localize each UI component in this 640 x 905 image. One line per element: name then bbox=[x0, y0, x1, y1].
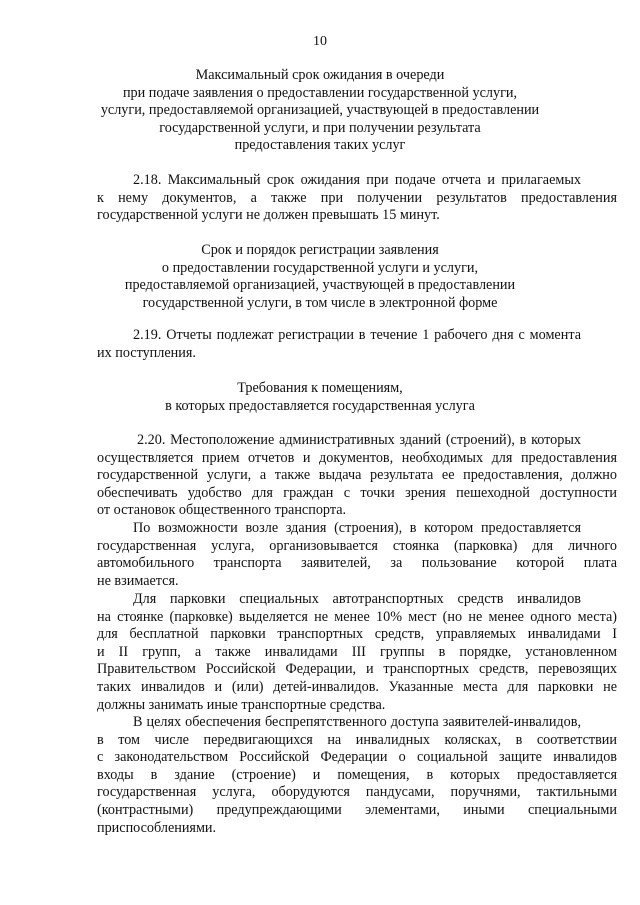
paragraph-2-18 bbox=[97, 172, 617, 225]
section-heading-registration bbox=[70, 242, 570, 312]
paragraph-line: государственная услуга, оборудуются пандусами, поручнями, тактильными bbox=[97, 784, 617, 801]
paragraph-line: входы в здание (строение) и помещения, в которых предоставляется bbox=[97, 766, 617, 783]
paragraph-line: с законодательством Российской Федерации о социальной защите инвалидов bbox=[97, 749, 617, 766]
paragraph-line: от остановок общественного транспорта. bbox=[97, 502, 347, 519]
paragraph-line: для бесплатной парковки транспортных средств, управляемых инвалидами I bbox=[97, 626, 617, 643]
paragraph-line: Правительством Российской Федерации, и транспортных средств, перевозящих bbox=[97, 661, 617, 678]
paragraph-line: обеспечивать удобство для граждан с точки зрения пешеходной доступности bbox=[97, 484, 617, 501]
heading-line: при подаче заявления о предоставлении государственной услуги, bbox=[122, 84, 518, 101]
paragraph-line: 2.18. Максимальный срок ожидания при подаче отчета и прилагаемых bbox=[133, 172, 581, 188]
paragraph-line: должны занимать иные транспортные средства. bbox=[97, 696, 386, 713]
paragraph-line: государственной услуги, а также выдача результата ее предоставления, должно bbox=[97, 467, 617, 484]
heading-line: предоставляемой организацией, участвующей в предоставлении bbox=[124, 277, 516, 294]
paragraph-line: 2.19. Отчеты подлежат регистрации в течение 1 рабочего дня с момента bbox=[133, 327, 581, 343]
paragraph-line: в том числе передвигающихся на инвалидных колясках, в соответствии bbox=[97, 731, 617, 748]
paragraph-line: и II групп, а также инвалидами III группы в порядке, установленном bbox=[97, 643, 617, 660]
paragraph-line: таких инвалидов и (или) детей-инвалидов. Указанные места для парковки не bbox=[97, 678, 617, 695]
paragraph-parking bbox=[97, 520, 617, 590]
heading-line: о предоставлении государственной услуги и услуги, bbox=[161, 259, 479, 276]
heading-line: Требования к помещениям, bbox=[237, 380, 403, 396]
paragraph-line: к нему документов, а также при получении результатов предоставления bbox=[97, 189, 617, 206]
paragraph-2-20 bbox=[97, 432, 617, 520]
paragraph-line: приспособлениями. bbox=[97, 819, 217, 836]
paragraph-2-19 bbox=[97, 327, 617, 362]
paragraph-line: По возможности возле здания (строения), в котором предоставляется bbox=[133, 520, 581, 536]
heading-line: Срок и порядок регистрации заявления bbox=[201, 242, 439, 258]
paragraph-line: автомобильного транспорта заявителей, за пользование которой плата bbox=[97, 555, 617, 572]
section-heading-waiting-time bbox=[70, 67, 570, 155]
paragraph-line: 2.20. Местоположение административных зданий (строений), в которых bbox=[137, 432, 581, 448]
paragraph-line: на стоянке (парковке) выделяется не менее 10% мест (но не менее одного места) bbox=[97, 608, 617, 625]
paragraph-disabled-parking bbox=[97, 591, 617, 714]
heading-line: государственной услуги, в том числе в электронной форме bbox=[142, 294, 498, 311]
page-number: 10 bbox=[313, 34, 327, 49]
paragraph-line: В целях обеспечения беспрепятственного доступа заявителей-инвалидов, bbox=[133, 714, 581, 730]
paragraph-line: Для парковки специальных автотранспортных средств инвалидов bbox=[133, 591, 581, 607]
heading-line: Максимальный срок ожидания в очереди bbox=[195, 67, 445, 83]
paragraph-line: государственной услуги не должен превышать 15 минут. bbox=[97, 207, 440, 224]
paragraph-line: государственная услуга, организовывается стоянка (парковка) для личного bbox=[97, 537, 617, 554]
heading-line: услуги, предоставляемой организацией, участвующей в предоставлении bbox=[100, 102, 540, 119]
paragraph-line: осуществляется прием отчетов и документов, необходимых для предоставления bbox=[97, 449, 617, 466]
heading-line: предоставления таких услуг bbox=[234, 137, 406, 154]
heading-line: в которых предоставляется государственная услуга bbox=[165, 397, 475, 414]
paragraph-line: не взимается. bbox=[97, 572, 179, 589]
heading-line: государственной услуги, и при получении результата bbox=[159, 119, 481, 136]
paragraph-accessibility bbox=[97, 714, 617, 837]
paragraph-line: (контрастными) предупреждающими элементами, иными специальными bbox=[97, 801, 617, 818]
paragraph-line: их поступления. bbox=[97, 344, 196, 361]
section-heading-premises bbox=[70, 380, 570, 415]
